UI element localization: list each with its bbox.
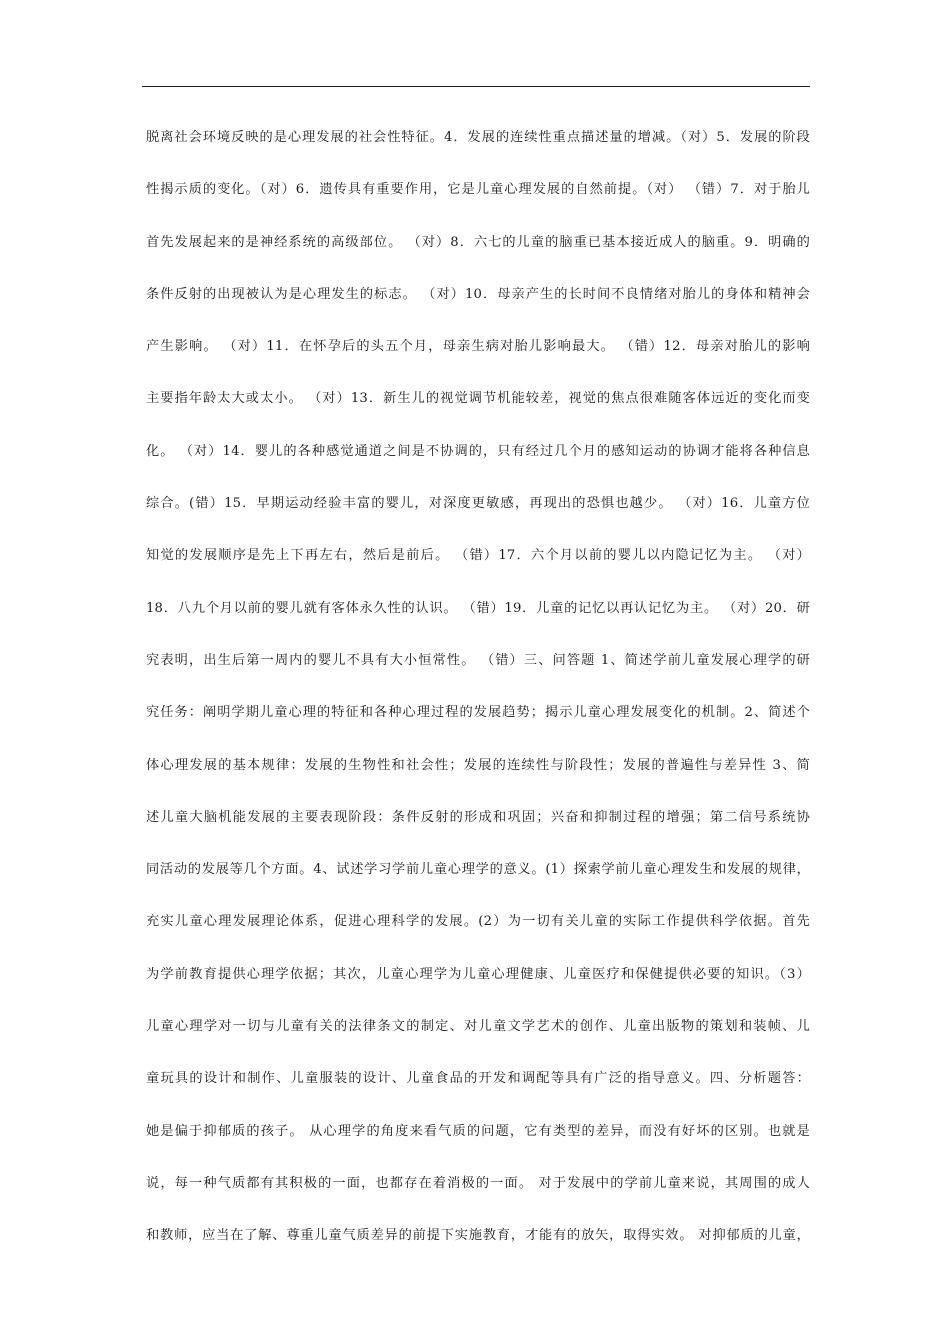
text-line: 化。 （对）14．婴儿的各种感觉通道之间是不协调的，只有经过几个月的感知运动的协调才能将各种信息 <box>146 443 810 459</box>
text-line: 童玩具的设计和制作、儿童服装的设计、儿童食品的开发和调配等具有广泛的指导意义。四、分析题答： <box>146 1071 810 1087</box>
document-body <box>146 120 810 1271</box>
text-line: 脱离社会环境反映的是心理发展的社会性特征。4．发展的连续性重点描述量的增减。（对）5．发展的阶段 <box>146 130 810 145</box>
text-line: 主要指年龄太大或太小。 （对）13．新生儿的视觉调节机能较差，视觉的焦点很难随客体远近的变化而变 <box>146 391 810 407</box>
text-line: 体心理发展的基本规律：发展的生物性和社会性；发展的连续性与阶段性；发展的普遍性与差异性 3、简 <box>146 757 810 773</box>
text-line: 她是偏于抑郁质的孩子。 从心理学的角度来看气质的问题，它有类型的差异，而没有好坏的区别。也就是 <box>146 1123 810 1139</box>
text-line: 述儿童大脑机能发展的主要表现阶段：条件反射的形成和巩固；兴奋和抑制过程的增强；第二信号系统协 <box>146 809 810 825</box>
text-line: 为学前教育提供心理学依据；其次，儿童心理学为儿童心理健康、儿童医疗和保健提供必要的知识。（3） <box>146 966 810 982</box>
text-line: 性揭示质的变化。（对）6．遗传具有重要作用，它是儿童心理发展的自然前提。（对） （错）7．对于胎儿 <box>146 182 810 198</box>
text-line: 说，每一种气质都有其积极的一面，也都存在着消极的一面。 对于发展中的学前儿童来说，其周围的成人 <box>146 1175 810 1191</box>
text-line: 究任务：阐明学期儿童心理的特征和各种心理过程的发展趋势；揭示儿童心理发展变化的机制。2、简述个 <box>146 705 810 721</box>
text-line: 充实儿童心理发展理论体系，促进心理科学的发展。(2）为一切有关儿童的实际工作提供科学依据。首先 <box>146 914 810 930</box>
text-line: 18．八九个月以前的婴儿就有客体永久性的认识。 （错）19．儿童的记忆以再认记忆为主。 （对）20．研 <box>146 600 810 616</box>
text-line: 和教师，应当在了解、尊重儿童气质差异的前提下实施教育，才能有的放矢，取得实效。 对抑郁质的儿童， <box>146 1228 810 1244</box>
text-line: 产生影响。 （对）11．在怀孕后的头五个月，母亲生病对胎儿影响最大。 （错）12．母亲对胎儿的影响 <box>146 339 810 355</box>
text-line: 综合。(错）15．早期运动经验丰富的婴儿，对深度更敏感，再现出的恐惧也越少。 （对）16．儿童方位 <box>146 496 810 512</box>
text-line: 知觉的发展顺序是先上下再左右，然后是前后。 （错）17．六个月以前的婴儿以内隐记忆为主。 （对） <box>146 548 810 564</box>
text-line: 首先发展起来的是神经系统的高级部位。 （对）8．六七的儿童的脑重已基本接近成人的脑重。9．明确的 <box>146 234 810 250</box>
header-rule <box>142 86 810 87</box>
text-line: 同活动的发展等几个方面。4、试述学习学前儿童心理学的意义。(1）探索学前儿童心理发生和发展的规律， <box>146 862 810 878</box>
text-line: 究表明，出生后第一周内的婴儿不具有大小恒常性。 （错）三、问答题 1、简述学前儿童发展心理学的研 <box>146 652 810 668</box>
text-line: 条件反射的出现被认为是心理发生的标志。 （对）10．母亲产生的长时间不良情绪对胎儿的身体和精神会 <box>146 286 810 302</box>
text-line: 儿童心理学对一切与儿童有关的法律条文的制定、对儿童文学艺术的创作、儿童出版物的策划和装帧、儿 <box>146 1019 810 1035</box>
